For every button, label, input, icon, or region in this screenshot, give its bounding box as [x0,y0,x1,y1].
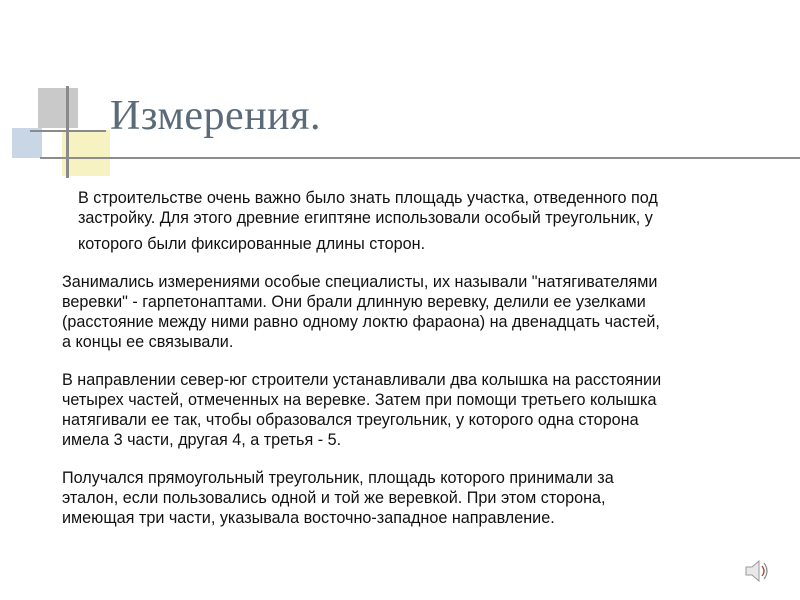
slide-body [50,188,798,528]
paragraph-line: четырех частей, отмеченных на веревке. Затем при помощи третьего колышка [62,391,657,409]
paragraph-1 [50,188,798,254]
paragraph-2 [50,272,798,352]
paragraph-line: Получался прямоугольный треугольник, площадь которого принимали за [62,469,614,487]
decorative-vertical-line [66,86,69,178]
paragraph-line: которого были фиксированные длины сторон. [78,235,426,253]
decorative-square-yellow [62,130,110,176]
paragraph-line: В направлении север-юг строители устанавливали два колышка на расстоянии [62,371,662,389]
paragraph-line: имела 3 части, другая 4, а третья - 5. [62,431,342,449]
decorative-horizontal-line [30,130,106,132]
decorative-square-blue [12,128,42,158]
decorative-square-gray [38,88,78,128]
slide-title: Измерения. [110,93,321,139]
paragraph-line: а концы ее связывали. [62,333,234,351]
paragraph-line: имеющая три части, указывала восточно-западное направление. [62,509,555,527]
paragraph-line: эталон, если пользовались одной и той же веревкой. При этом сторона, [62,489,606,507]
paragraph-3 [50,370,798,450]
paragraph-4 [50,468,798,528]
paragraph-line: натягивали ее так, чтобы образовался треугольник, у которого одна сторона [62,411,639,429]
paragraph-line: веревки" - гарпетонаптами. Они брали длинную веревку, делили ее узелками [62,293,646,311]
paragraph-line: застройку. Для этого древние египтяне использовали особый треугольник, у [78,209,653,227]
paragraph-line: В строительстве очень важно было знать площадь участка, отведенного под [78,189,658,207]
paragraph-line: Занимались измерениями особые специалисты, их называли "натягивателями [62,273,658,291]
title-underline [40,157,800,159]
speaker-icon[interactable] [742,556,772,586]
paragraph-line: (расстояние между ними равно одному локтю фараона) на двенадцать частей, [62,313,660,331]
